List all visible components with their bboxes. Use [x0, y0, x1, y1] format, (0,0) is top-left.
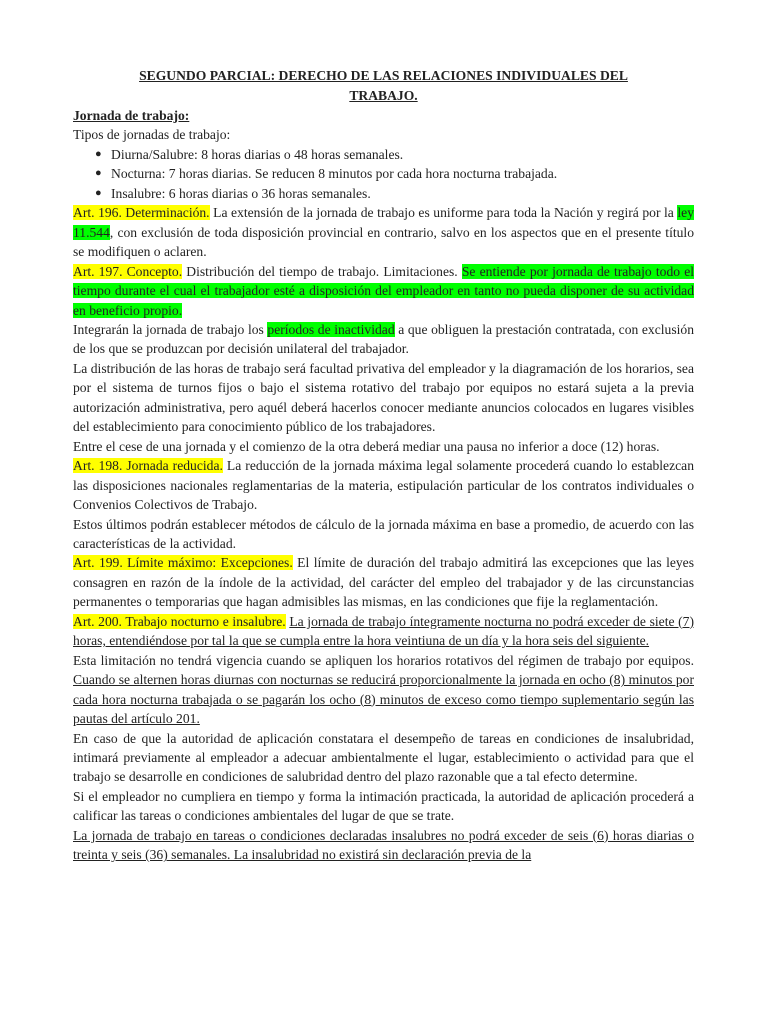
limitacion-paragraph: Esta limitación no tendrá vigencia cuando se apliquen los horarios rotativos del régimen de trabajo por equipos. Cuando se alternen horas diurnas con nocturnas se reducirá proporcionalmente la jornada en ocho (8) minutos por cada hora nocturna trabajada o se pagarán los ocho (8) minutos de exceso como tiempo suplementario según las pautas del artículo 201.: [73, 652, 694, 727]
insalubre-paragraph: La jornada de trabajo en tareas o condiciones declaradas insalubres no podrá exceder de seis (6) horas diarias o treinta y seis (36) semanales. La insalubridad no existirá sin declaración previa de la: [73, 827, 694, 863]
section-heading: Jornada de trabajo:: [73, 108, 190, 123]
list-item: ● Diurna/Salubre: 8 horas diarias o 48 horas semanales.: [111, 145, 694, 164]
art-199-paragraph: Art. 199. Límite máximo: Excepciones. El límite de duración del trabajo admitirá las excepciones que las leyes consagren en razón de la índole de la actividad, del carácter del empleo del trabajador y de las circunstancias permanentes o temporarias que hagan admisibles las mismas, en las condiciones que fije la reglamentación.: [73, 555, 695, 610]
art-199-label: Art. 199. Límite máximo: Excepciones.: [73, 555, 293, 571]
art-197-paragraph: Art. 197. Concepto. Distribución del tiempo de trabajo. Limitaciones. Se entiende por jornada de trabajo todo el tiempo durante el cual el trabajador esté a disposición del empleador en tanto no pueda disponer de su actividad en beneficio propio.: [73, 263, 695, 318]
art-198-label: Art. 198. Jornada reducida.: [73, 458, 223, 474]
art-196-paragraph: Art. 196. Determinación. La extensión de la jornada de trabajo es uniforme para toda la Nación y regirá por la ley 11.544, con exclusión de toda disposición provincial en contrario, salvo en los aspectos que en el presente título se modifiquen o aclaren.: [73, 205, 695, 260]
art-198-paragraph: Art. 198. Jornada reducida. La reducción de la jornada máxima legal solamente procederá cuando lo establezcan las disposiciones nacionales reglamentarias de la materia, estipulación particular de los contratos individuales o Convenios Colectivos de Trabajo.: [73, 458, 694, 513]
list-item: ● Nocturna: 7 horas diarias. Se reducen 8 minutos por cada hora nocturna trabajada.: [111, 164, 694, 183]
art-200-paragraph: [73, 612, 694, 651]
bullet-icon: ●: [95, 147, 102, 160]
list-item: ● Insalubre: 6 horas diarias o 36 horas semanales.: [111, 184, 694, 203]
art-197-green-highlight: Se entiende por jornada de trabajo todo el tiempo durante el cual el trabajador esté a disposición del empleador en tanto no pueda disponer de su actividad en beneficio propio.: [73, 263, 695, 318]
bullet-icon: ●: [95, 186, 102, 199]
art-197-label: Art. 197. Concepto.: [73, 263, 183, 279]
document-page: [73, 66, 694, 865]
cumpliera-paragraph: Si el empleador no cumpliera en tiempo y forma la intimación practicada, la autoridad de aplicación procederá a calificar las tareas o condiciones ambientales del lugar de que se trate.: [73, 788, 694, 824]
bullet-icon: ●: [95, 167, 102, 180]
distribucion-paragraph: La distribución de las horas de trabajo será facultad privativa del empleador y la diagramación de los horarios, sea por el sistema de turnos fijos o bajo el sistema rotativo del trabajo por equipos no estará sujeta a la previa autorización administrativa, pero aquél deberá hacerlos conocer mediante anuncios colocados en lugares visibles del establecimiento para conocimiento público de los trabajadores.: [73, 360, 694, 435]
autoridad-paragraph: En caso de que la autoridad de aplicación constatara el desempeño de tareas en condiciones de insalubridad, intimará previamente al empleador a adecuar ambientalmente el lugar, establecimiento o actividad para que el trabajo se desarrolle en condiciones de salubridad dentro del plazo razonable que a tal efecto determine.: [73, 730, 694, 785]
jornada-types-list: [73, 145, 694, 203]
periodos-inactividad-highlight: períodos de inactividad: [267, 321, 395, 337]
promedio-paragraph: Estos últimos podrán establecer métodos de cálculo de la jornada máxima en base a promedio, de acuerdo con las características de la actividad.: [73, 516, 694, 551]
art-196-label: Art. 196. Determinación.: [73, 205, 210, 221]
intro-text: Tipos de jornadas de trabajo:: [73, 127, 231, 143]
art-200-underlined: La jornada de trabajo íntegramente nocturna no podrá exceder de siete (7) horas, entendiéndose por tal la que se cumpla entre la hora veintiuna de un día y la hora seis del siguiente.: [73, 613, 694, 649]
limitacion-underlined: Cuando se alternen horas diurnas con nocturnas se reducirá proporcionalmente la jornada en ocho (8) minutos por cada hora nocturna trabajada o se pagarán los ocho (8) minutos de exceso como tiempo suplementario según las pautas del artículo 201.: [73, 672, 694, 727]
pausa-paragraph: Entre el cese de una jornada y el comienzo de la otra deberá mediar una pausa no inferior a doce (12) horas.: [73, 438, 660, 454]
title-line-1: SEGUNDO PARCIAL: DERECHO DE LAS RELACIONES INDIVIDUALES DEL: [139, 68, 628, 83]
title-line-2: TRABAJO.: [349, 87, 418, 103]
integraran-paragraph: Integrarán la jornada de trabajo los períodos de inactividad a que obliguen la prestación contratada, con exclusión de los que se produzcan por decisión unilateral del trabajador.: [73, 321, 695, 357]
ley-11544-highlight: ley 11.544: [73, 205, 695, 240]
document-title: [73, 66, 694, 105]
art-200-label: Art. 200. Trabajo nocturno e insalubre.: [73, 613, 286, 629]
